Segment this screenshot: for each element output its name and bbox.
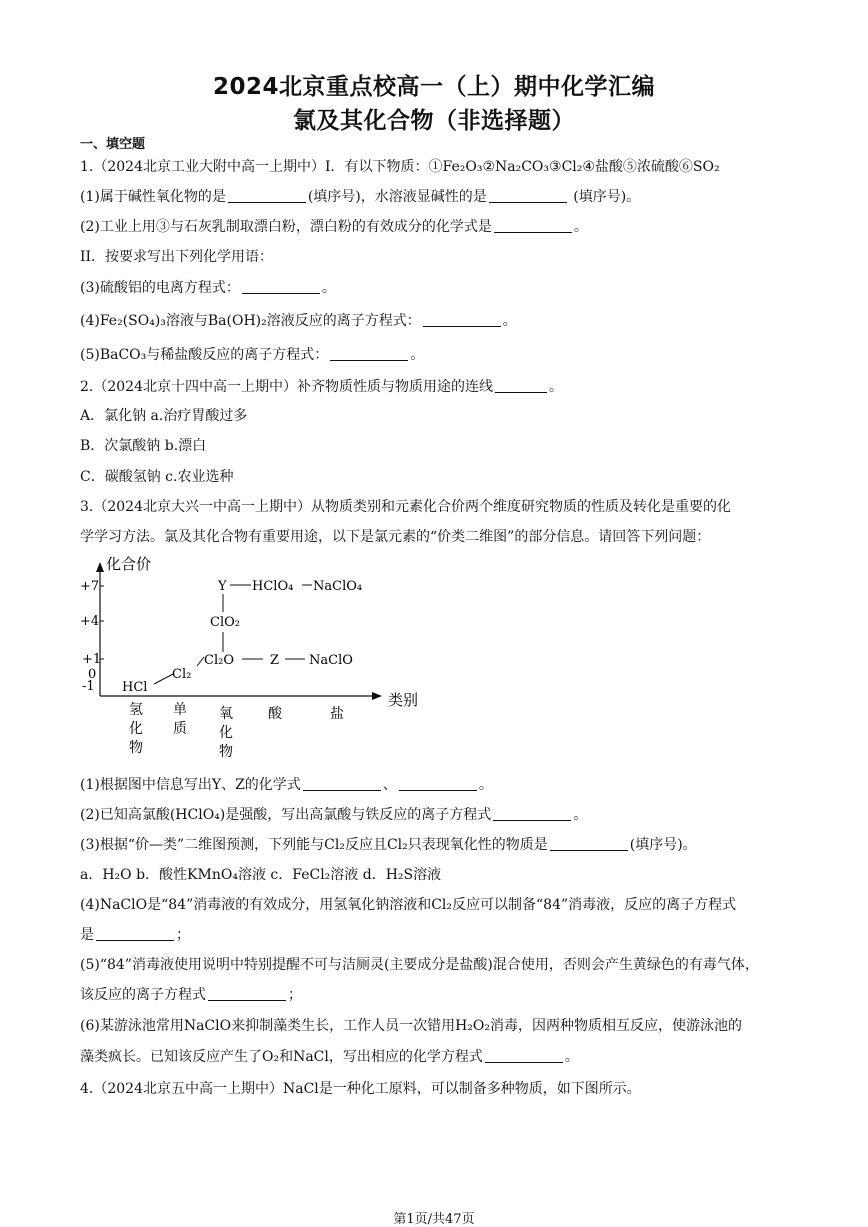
node-cl2: Cl₂ xyxy=(172,667,192,682)
q3-part1: (1)根据图中信息写出Y、Z的化学式 、 。 xyxy=(80,777,493,793)
y-tick: -1 xyxy=(82,679,95,694)
answer-blank[interactable] xyxy=(495,379,547,393)
q1-part5: (5)BaCO₃与稀盐酸反应的离子方程式： 。 xyxy=(80,347,425,363)
q1-head: 1.（2024北京工业大附中高一上期中）I．有以下物质：①Fe₂O₃②Na₂CO₃③Cl₂④盐酸⑤浓硫酸⑥SO₂ xyxy=(80,159,720,175)
y-tick: 0 xyxy=(88,667,97,682)
x-cat-oxide: 氧化物 xyxy=(219,706,233,760)
node-clo2: ClO₂ xyxy=(210,615,240,630)
answer-blank[interactable] xyxy=(303,777,381,791)
answer-blank[interactable] xyxy=(493,807,571,821)
q4-head: 4.（2024北京五中高一上期中）NaCl是一种化工原料，可以制备多种物质，如下图所示。 xyxy=(80,1081,641,1097)
answer-blank[interactable] xyxy=(228,189,306,203)
q2-option-c: C．碳酸氢钠 c.农业选种 xyxy=(80,469,234,485)
answer-blank[interactable] xyxy=(494,219,572,233)
y-tick: +1 xyxy=(82,652,102,667)
page-footer: 第1页/共47页 xyxy=(393,1212,475,1227)
q2-option-b: B．次氯酸钠 b.漂白 xyxy=(80,438,207,454)
y-axis-label: 化合价 xyxy=(106,555,152,573)
page-subtitle: 氯及其化合物（非选择题） xyxy=(293,108,575,134)
q3-part6-cont: 藻类疯长。已知该反应产生了O₂和NaCl，写出相应的化学方程式 。 xyxy=(80,1049,579,1065)
q1-part1: (1)属于碱性氧化物的是 (填序号)，水溶液显碱性的是 (填序号)。 xyxy=(80,189,641,205)
node-naclo4: NaClO₄ xyxy=(313,579,363,594)
q3-part6: (6)某游泳池常用NaClO来抑制藻类生长，工作人员一次错用H₂O₂消毒，因两种物质相互反应，使游泳池的 xyxy=(80,1018,743,1034)
valence-category-diagram xyxy=(80,552,420,762)
q3-part3: (3)根据“价—类”二维图预测，下列能与Cl₂反应且Cl₂只表现氧化性的物质是 (填序号)。 xyxy=(80,837,697,853)
answer-blank[interactable] xyxy=(330,347,408,361)
q3-part3-options: a．H₂O b．酸性KMnO₄溶液 c．FeCl₂溶液 d．H₂S溶液 xyxy=(80,867,442,883)
page-title: 2024北京重点校高一（上）期中化学汇编 xyxy=(212,74,655,100)
q1-part2: (2)工业上用③与石灰乳制取漂白粉，漂白粉的有效成分的化学式是 。 xyxy=(80,219,588,235)
node-naclo: NaClO xyxy=(309,653,353,668)
x-cat-char: 氢 xyxy=(129,702,143,718)
q3-head: 3.（2024北京大兴一中高一上期中）从物质类别和元素化合价两个维度研究物质的性质及转化是重要的化 xyxy=(80,499,731,515)
q2-option-a: A．氯化钠 a.治疗胃酸过多 xyxy=(80,408,248,424)
answer-blank[interactable] xyxy=(242,280,320,294)
section-heading: 一、填空题 xyxy=(80,137,146,152)
node-z: Z xyxy=(270,653,280,668)
node-hcl: HCl xyxy=(122,680,148,695)
answer-blank[interactable] xyxy=(485,1049,563,1063)
answer-blank[interactable] xyxy=(550,837,628,851)
node-hclo4: HClO₄ xyxy=(252,579,294,594)
x-cat-acid: 酸 xyxy=(268,706,282,722)
x-axis-label: 类别 xyxy=(388,691,419,709)
answer-blank[interactable] xyxy=(399,777,477,791)
q1-part3: (3)硫酸铝的电离方程式： 。 xyxy=(80,280,336,296)
q3-head-cont: 学学习方法。氯及其化合物有重要用途，以下是氯元素的“价类二维图”的部分信息。请回答下列问题： xyxy=(80,529,711,545)
x-cat-salt: 盐 xyxy=(330,706,344,722)
answer-blank[interactable] xyxy=(489,189,567,203)
q3-part4-cont: 是 ； xyxy=(80,927,190,943)
x-cat-element: 单质 xyxy=(173,702,187,737)
q3-part4: (4)NaClO是“84”消毒液的有效成分，用氢氧化钠溶液和Cl₂反应可以制备“84”消毒液，反应的离子方程式 xyxy=(80,897,737,913)
q1-part-ii: II．按要求写出下列化学用语： xyxy=(80,249,274,265)
y-tick: +4 xyxy=(80,614,100,629)
answer-blank[interactable] xyxy=(423,313,501,327)
q3-part5-cont: 该反应的离子方程式 ； xyxy=(80,987,302,1003)
answer-blank[interactable] xyxy=(208,987,286,1001)
q1-part4: (4)Fe₂(SO₄)₃溶液与Ba(OH)₂溶液反应的离子方程式： 。 xyxy=(80,313,517,329)
node-cl2o: Cl₂O xyxy=(204,653,234,668)
x-cat-hydride: 氢化物 xyxy=(129,702,143,756)
q2-head: 2.（2024北京十四中高一上期中）补齐物质性质与物质用途的连线 。 xyxy=(80,379,563,395)
answer-blank[interactable] xyxy=(96,927,174,941)
y-tick: +7 xyxy=(80,579,100,594)
q3-part5: (5)“84”消毒液使用说明中特别提醒不可与洁厕灵(主要成分是盐酸)混合使用，否则会产生黄绿色的有毒气体， xyxy=(80,957,759,973)
x-categories xyxy=(129,702,344,760)
node-y: Y xyxy=(218,579,227,594)
q3-part2: (2)已知高氯酸(HClO₄)是强酸，写出高氯酸与铁反应的离子方程式 。 xyxy=(80,807,588,823)
y-axis-arrow xyxy=(96,562,104,572)
x-axis-arrow xyxy=(372,692,382,700)
